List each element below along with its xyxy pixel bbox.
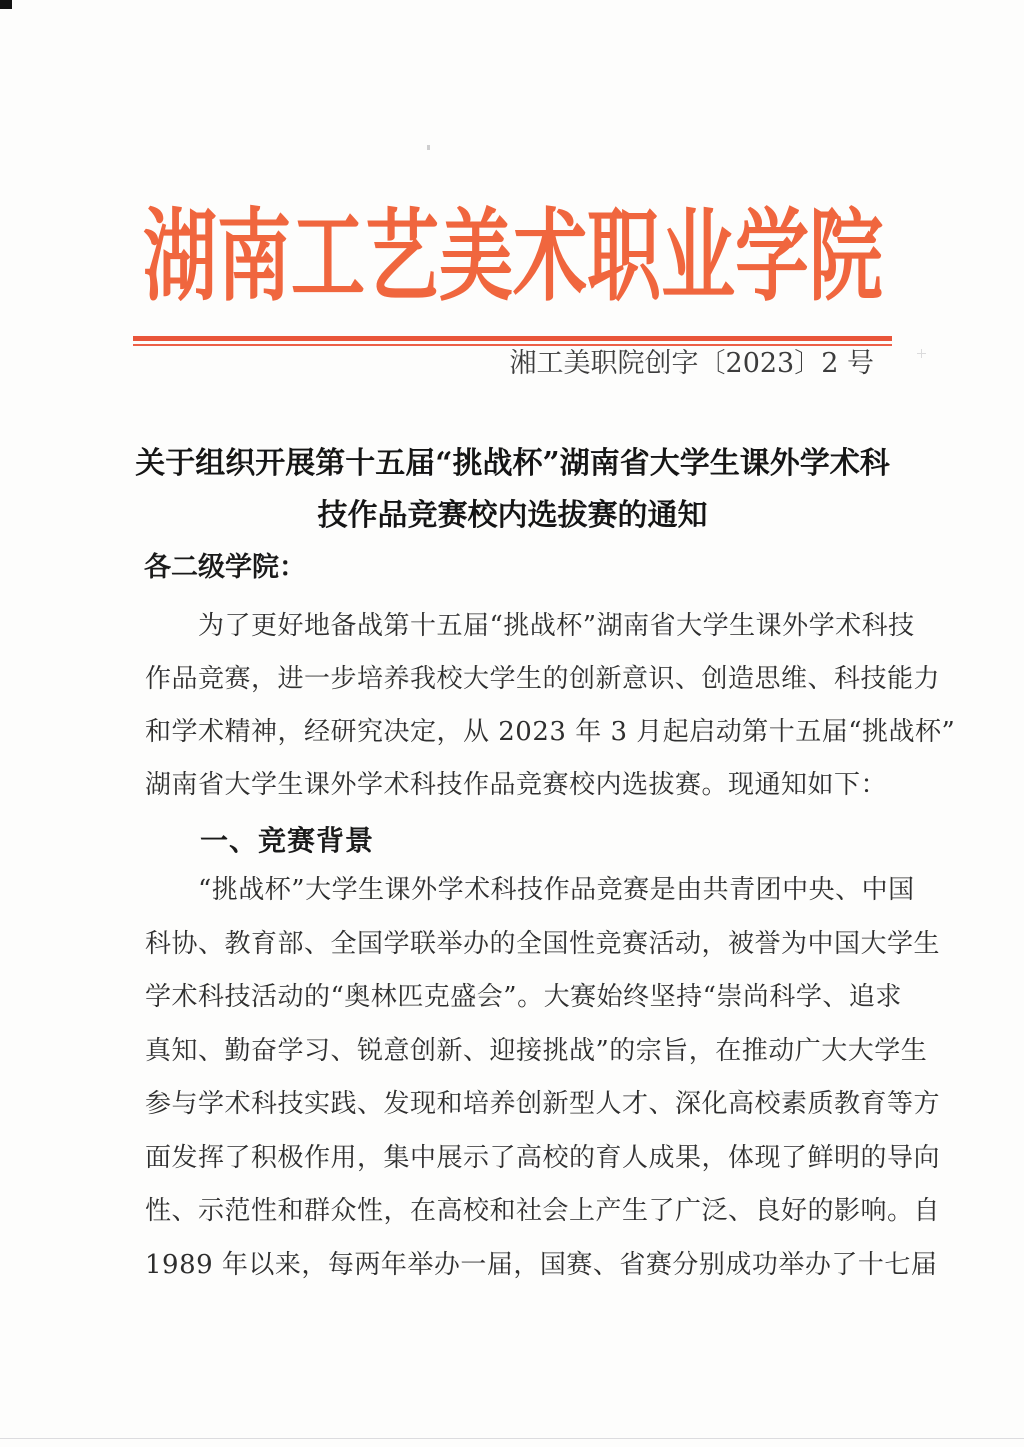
paragraph-line: 学术科技活动的“奥林匹克盛会”。大赛始终坚持“崇尚科学、追求 [145,982,902,1012]
salutation: 各二级学院： [144,552,306,583]
section-heading-background: 一、竞赛背景 [200,824,375,857]
paragraph-line: “挑战杯”大学生课外学术科技作品竞赛是由共青团中央、中国 [198,875,915,905]
paragraph-line: 真知、勤奋学习、锐意创新、迎接挑战”的宗旨，在推动广大大学生 [145,1035,928,1066]
scan-artifact-plus [917,349,926,358]
paragraph-line: 作品竞赛，进一步培养我校大学生的创新意识、创造思维、科技能力 [145,664,941,694]
scan-edge-line [0,1438,1024,1439]
paragraph-line: 科协、教育部、全国学联举办的全国性竞赛活动，被誉为中国大学生 [145,928,941,959]
scan-artifact-dot [427,145,430,150]
paragraph-background [145,864,941,1292]
paragraph-line: 面发挥了积极作用，集中展示了高校的育人成果，体现了鲜明的导向 [145,1142,941,1173]
document-title-line-1: 关于组织开展第十五届“挑战杯”湖南省大学生课外学术科 [135,446,890,481]
masthead-rule-thin [133,344,892,346]
paragraph-line: 湖南省大学生课外学术科技作品竞赛校内选拔赛。现通知如下： [145,770,888,800]
masthead [133,192,892,320]
paragraph-line: 参与学术科技实践、发现和培养创新型人才、深化高校素质教育等方 [145,1089,941,1119]
paragraph-line: 和学术精神，经研究决定，从 2023 年 3 月起启动第十五届“挑战杯” [145,717,956,747]
scan-artifact-corner [0,0,12,9]
institution-name: 湖南工艺美术职业学院 [142,196,883,315]
paragraph-intro [145,600,956,812]
document-title-line-2: 技作品竞赛校内选拔赛的通知 [317,498,708,533]
masthead-rule-thick [133,336,892,341]
document-number: 湘工美职院创字〔2023〕2 号 [509,348,874,379]
document-title [133,438,892,542]
paragraph-line: 1989 年以来，每两年举办一届，国赛、省赛分别成功举办了十七届 [145,1249,938,1280]
paragraph-line: 为了更好地备战第十五届“挑战杯”湖南省大学生课外学术科技 [198,611,915,641]
paragraph-line: 性、示范性和群众性，在高校和社会上产生了广泛、良好的影响。自 [145,1196,941,1226]
